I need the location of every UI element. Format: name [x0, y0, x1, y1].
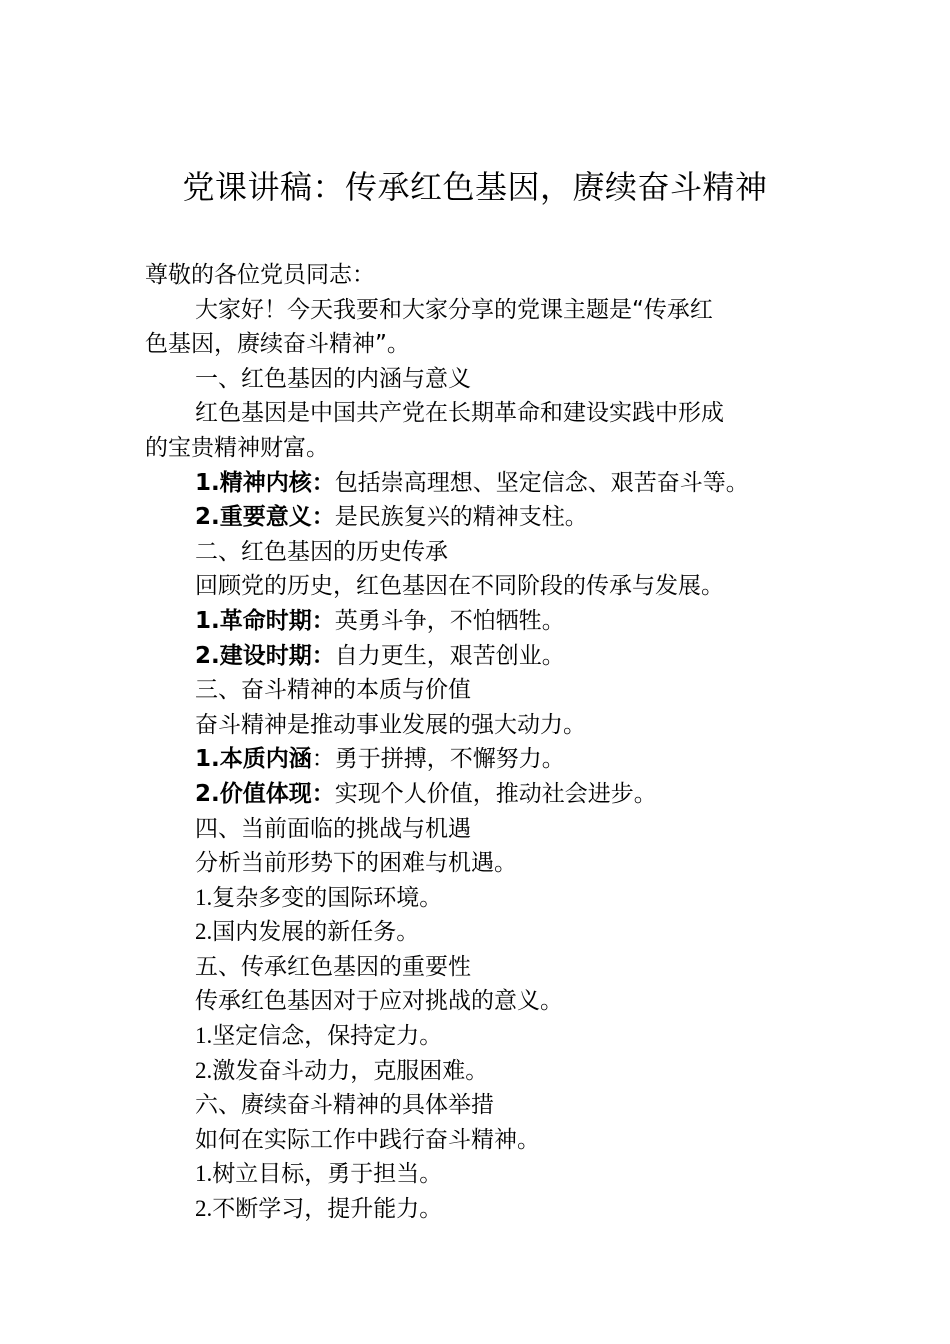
section-paragraph-line: 奋斗精神是推动事业发展的强大动力。: [195, 711, 586, 738]
list-item-text: 激发奋斗动力，克服困难。: [212, 1057, 489, 1084]
list-item-text: 实现个人价值，推动社会进步。: [334, 780, 657, 807]
list-item: [145, 1192, 815, 1227]
list-item: [145, 915, 815, 950]
document-body: [145, 258, 815, 1227]
list-item-text: 坚定信念，保持定力。: [212, 1023, 443, 1050]
list-item: [145, 1054, 815, 1089]
section-heading: 二、红色基因的历史传承: [195, 538, 448, 565]
section-heading: 三、奋斗精神的本质与价值: [195, 677, 471, 704]
section-paragraph-line: 红色基因是中国共产党在长期革命和建设实践中形成: [195, 400, 724, 427]
list-item-text: 复杂多变的国际环境。: [212, 884, 443, 911]
section-paragraph-line: 分析当前形势下的困难与机遇。: [195, 850, 517, 877]
intro-paragraph-line: 大家好！今天我要和大家分享的党课主题是“传承红: [195, 296, 713, 323]
list-item-label: 2.价值体现：: [195, 780, 335, 807]
intro-paragraph-line: 色基因，赓续奋斗精神”。: [145, 331, 410, 358]
section-heading: 一、红色基因的内涵与意义: [195, 365, 471, 392]
list-item-text: 是民族复兴的精神支柱。: [334, 504, 588, 531]
list-item-label: 1.精神内核：: [195, 469, 335, 496]
list-item-number: 2.: [195, 1196, 213, 1222]
list-item: [145, 742, 815, 777]
list-item: [145, 777, 815, 812]
list-item-number: 1.: [195, 1161, 213, 1187]
section-heading: 四、当前面临的挑战与机遇: [195, 815, 471, 842]
list-item: [145, 881, 815, 916]
list-item-text: 国内发展的新任务。: [212, 919, 420, 946]
list-item: [145, 466, 815, 501]
section-paragraph-line: 如何在实际工作中践行奋斗精神。: [195, 1126, 540, 1153]
section-paragraph-line: 传承红色基因对于应对挑战的意义。: [195, 988, 563, 1015]
list-item-number: 1.: [195, 1023, 213, 1049]
list-item-number: 2.: [195, 1057, 213, 1083]
list-item-text: 不断学习，提升能力。: [212, 1196, 443, 1223]
section-heading: 五、传承红色基因的重要性: [195, 953, 471, 980]
list-item-label: 2.重要意义：: [195, 504, 335, 531]
list-item: [145, 604, 815, 639]
list-item-label: 1.革命时期：: [195, 607, 335, 634]
list-item-text: 树立目标，勇于担当。: [212, 1161, 443, 1188]
list-item-number: 1.: [195, 884, 213, 910]
list-item: [145, 500, 815, 535]
list-item-number: 2.: [195, 919, 213, 945]
greeting: 尊敬的各位党员同志：: [145, 262, 375, 288]
list-item-text: 自力更生，艰苦创业。: [334, 642, 565, 669]
list-item-text: 包括崇高理想、坚定信念、艰苦奋斗等。: [334, 469, 749, 496]
list-item: [145, 1157, 815, 1192]
list-item: [145, 639, 815, 674]
list-item-text: 英勇斗争，不怕牺牲。: [334, 607, 565, 634]
list-item-label: 1.本质内涵: [195, 746, 312, 773]
section-heading: 六、赓续奋斗精神的具体举措: [195, 1092, 494, 1119]
section-paragraph-line: 的宝贵精神财富。: [145, 434, 329, 461]
list-item: [145, 1019, 815, 1054]
list-item-text: ：勇于拼搏，不懈努力。: [311, 746, 565, 773]
section-paragraph-line: 回顾党的历史，红色基因在不同阶段的传承与发展。: [195, 573, 724, 600]
document-title: 党课讲稿：传承红色基因，赓续奋斗精神: [182, 168, 768, 206]
list-item-label: 2.建设时期：: [195, 642, 335, 669]
